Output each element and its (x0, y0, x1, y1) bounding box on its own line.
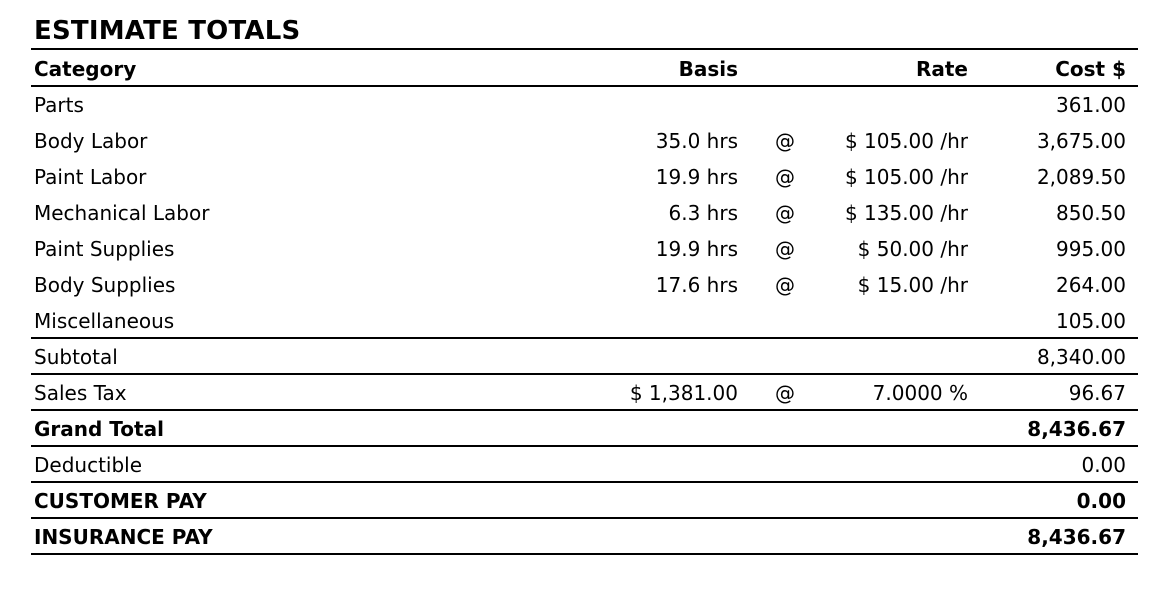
header-cost: Cost $ (1055, 57, 1126, 81)
table-row (31, 195, 1138, 231)
table-header-row (31, 50, 1138, 87)
table-row (31, 123, 1138, 159)
row-category: Paint Labor (34, 165, 147, 189)
header-category: Category (34, 57, 137, 81)
table-row (31, 87, 1138, 123)
row-cost: 361.00 (1056, 93, 1126, 117)
row-basis: 17.6 hrs (655, 273, 738, 297)
row-category: INSURANCE PAY (34, 525, 213, 549)
table-row (31, 231, 1138, 267)
row-cost: 2,089.50 (1036, 165, 1126, 189)
row-cost: 0.00 (1076, 489, 1126, 513)
row-rate: $ 15.00 /hr (857, 273, 968, 297)
row-category: Subtotal (34, 345, 118, 369)
totals-table-body (31, 87, 1138, 555)
row-cost: 8,340.00 (1036, 345, 1126, 369)
row-rate: $ 105.00 /hr (844, 165, 968, 189)
row-category: Parts (34, 93, 84, 117)
row-cost: 995.00 (1056, 237, 1126, 261)
row-rate: 7.0000 % (872, 381, 968, 405)
table-row (31, 159, 1138, 195)
row-category: Body Supplies (34, 273, 176, 297)
row-category: Paint Supplies (34, 237, 175, 261)
row-category: Miscellaneous (34, 309, 175, 333)
row-cost: 0.00 (1081, 453, 1126, 477)
table-row (31, 339, 1138, 375)
row-rate: $ 50.00 /hr (857, 237, 968, 261)
table-row (31, 447, 1138, 483)
row-basis: 35.0 hrs (655, 129, 738, 153)
row-rate: $ 105.00 /hr (844, 129, 968, 153)
row-category: Grand Total (34, 417, 164, 441)
row-at-sign: @ (775, 273, 795, 297)
section-title: ESTIMATE TOTALS (34, 16, 301, 46)
row-at-sign: @ (775, 201, 795, 225)
row-rate: $ 135.00 /hr (844, 201, 968, 225)
row-cost: 264.00 (1056, 273, 1126, 297)
row-basis: 19.9 hrs (655, 237, 738, 261)
row-category: Sales Tax (34, 381, 127, 405)
table-row (31, 267, 1138, 303)
row-category: CUSTOMER PAY (34, 489, 207, 513)
header-rate: Rate (915, 57, 968, 81)
row-cost: 8,436.67 (1027, 525, 1126, 549)
row-cost: 8,436.67 (1027, 417, 1126, 441)
row-at-sign: @ (775, 237, 795, 261)
table-row (31, 375, 1138, 411)
row-category: Body Labor (34, 129, 148, 153)
row-cost: 96.67 (1068, 381, 1126, 405)
row-category: Deductible (34, 453, 143, 477)
row-cost: 3,675.00 (1036, 129, 1126, 153)
row-at-sign: @ (775, 129, 795, 153)
row-basis: 6.3 hrs (668, 201, 738, 225)
header-basis: Basis (678, 57, 738, 81)
row-basis: $ 1,381.00 (629, 381, 738, 405)
row-basis: 19.9 hrs (655, 165, 738, 189)
estimate-totals-section (31, 14, 1138, 555)
row-cost: 105.00 (1056, 309, 1126, 333)
row-at-sign: @ (775, 165, 795, 189)
row-at-sign: @ (775, 381, 795, 405)
row-category: Mechanical Labor (34, 201, 210, 225)
table-row (31, 303, 1138, 339)
row-cost: 850.50 (1056, 201, 1126, 225)
table-row (31, 519, 1138, 555)
table-row (31, 411, 1138, 447)
table-row (31, 483, 1138, 519)
